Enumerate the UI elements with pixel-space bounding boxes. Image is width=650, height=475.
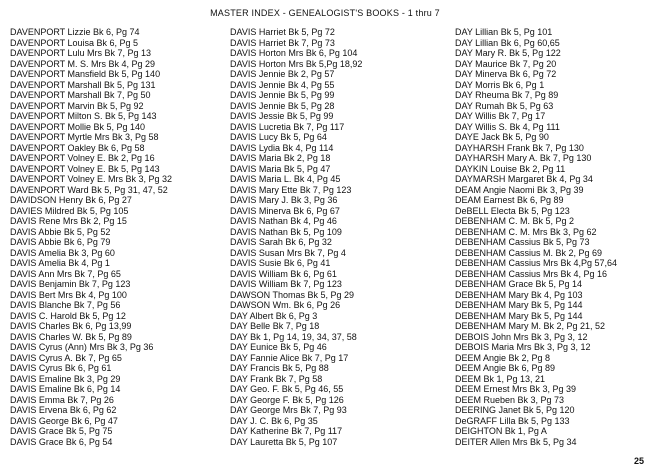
index-entry: DAVIS Ann Mrs Bk 7, Pg 65 — [10, 268, 121, 279]
index-entry: DAY George F. Bk 5, Pg 126 — [230, 394, 344, 405]
index-entry: DAY J. C. Bk 6, Pg 35 — [230, 415, 318, 426]
index-entry: DAVIS Maria L. Bk 4, Pg 45 — [230, 174, 341, 184]
index-entry: DEBENHAM Mary Bk 4, Pg 103 — [455, 289, 583, 300]
index-entry: DEBENHAM Grace Bk 5, Pg 14 — [455, 279, 583, 289]
index-entry: DEEM Bk 1, Pg 13, 21 — [455, 373, 546, 384]
index-entry: DAY Maurice Bk 7, Pg 20 — [455, 58, 557, 69]
index-entry: DAVENPORT Oakley Bk 6, Pg 58 — [10, 142, 145, 153]
index-entry: DAYHARSH Frank Bk 7, Pg 130 — [455, 142, 584, 153]
index-entry: DEBENHAM C. M. Mrs Bk 3, Pg 62 — [455, 226, 597, 237]
page-number: 25 — [633, 456, 644, 466]
index-entry: DEAM Earnest Bk 6, Pg 89 — [455, 195, 564, 205]
index-entry: DEEM Rueben Bk 3, Pg 73 — [455, 394, 565, 405]
index-entry: DAVIS Emaline Bk 6, Pg 14 — [10, 384, 121, 394]
index-entry: DAVIS Charles W. Bk 5, Pg 89 — [10, 331, 132, 342]
index-entry: DAY Fannie Alice Bk 7, Pg 17 — [230, 352, 349, 363]
index-entry: DAY Rumah Bk 5, Pg 63 — [455, 100, 554, 111]
index-entry: DAY Minerva Bk 6, Pg 72 — [455, 69, 557, 79]
index-entry: DAVIS Mary J. Bk 3, Pg 36 — [230, 195, 338, 205]
index-entry: DAVIS Susan Mrs Bk 7, Pg 4 — [230, 247, 346, 258]
index-entry: DAVENPORT Mollie Bk 5, Pg 140 — [10, 121, 146, 132]
index-entry: DEBENHAM Cassius Mrs Bk 4,Pg 57,64 — [455, 258, 618, 268]
index-entry: DAY Lillian Bk 5, Pg 101 — [455, 27, 553, 37]
index-entry: DAVIS Jessie Bk 5, Pg 99 — [230, 111, 334, 121]
index-entry: DAVIS Emma Bk 7, Pg 26 — [10, 394, 114, 405]
index-entry: DEERING Janet Bk 5, Pg 120 — [455, 405, 575, 415]
index-entry: DEBENHAM Cassius Bk 5, Pg 73 — [455, 237, 590, 247]
index-entry: DAVIS Bert Mrs Bk 4, Pg 100 — [10, 289, 127, 300]
index-entry: DEAM Angie Naomi Bk 3, Pg 39 — [455, 184, 584, 195]
index-entry: DeBELL Electa Bk 5, Pg 123 — [455, 205, 570, 216]
index-entry: DEBOIS John Mrs Bk 3, Pg 3, 12 — [455, 331, 588, 342]
index-entry: DAVIS William Bk 6, Pg 61 — [230, 268, 337, 279]
index-entry: DAVENPORT Volney E. Bk 5, Pg 143 — [10, 163, 160, 174]
index-entry: DEBENHAM Cassius M. Bk 2, Pg 69 — [455, 247, 603, 258]
index-entry: DAVIS Amelia Bk 4, Pg 1 — [10, 258, 110, 268]
index-entry: DAVIS C. Harold Bk 5, Pg 12 — [10, 310, 126, 321]
index-column-1 — [10, 27, 225, 447]
index-entry: DAVIS Cyrus (Ann) Mrs Bk 3, Pg 36 — [10, 342, 154, 352]
index-entry: DAVENPORT Marshall Bk 7, Pg 50 — [10, 90, 151, 100]
index-entry: DEBENHAM Mary M. Bk 2, Pg 21, 52 — [455, 321, 606, 331]
index-entry: DAVENPORT Myrtle Mrs Bk 3, Pg 58 — [10, 132, 159, 142]
index-entry: DeGRAFF Lilla Bk 5, Pg 133 — [455, 415, 570, 426]
index-entry: DAVENPORT Lulu Mrs Bk 7, Pg 13 — [10, 48, 152, 58]
index-entry: DAY Willis Bk 7, Pg 17 — [455, 111, 546, 121]
index-entry: DAY Frank Bk 7, Pg 58 — [230, 373, 323, 384]
index-entry: DAWSON Wm. Bk 6, Pg 26 — [230, 300, 341, 310]
index-entry: DAVIS Horton Mrs Bk 5,Pg 18,92 — [230, 58, 363, 69]
index-entry: DAY Lillian Bk 6, Pg 60,65 — [455, 37, 560, 48]
index-entry: DAYE Jack Bk 5, Pg 90 — [455, 132, 549, 142]
index-entry: DAYKIN Louise Bk 2, Pg 11 — [455, 163, 566, 174]
index-entry: DAY Mary R. Bk 5, Pg 122 — [455, 48, 561, 58]
index-column-2 — [230, 27, 450, 447]
index-entry: DEIGHTON Bk 1, Pg A — [455, 426, 547, 436]
index-entry: DAVENPORT Marvin Bk 5, Pg 92 — [10, 100, 144, 111]
index-entry: DAVENPORT Mansfield Bk 5, Pg 140 — [10, 69, 161, 79]
index-entry: DAVIS Rene Mrs Bk 2, Pg 15 — [10, 216, 127, 226]
index-entry: DAVIS George Bk 6, Pg 47 — [10, 415, 118, 426]
index-entry: DAVIS Amelia Bk 3, Pg 60 — [10, 247, 115, 258]
index-entry: DAVIS Mary Ette Bk 7, Pg 123 — [230, 184, 352, 195]
index-entry: DEBENHAM Mary Bk 5, Pg 144 — [455, 310, 583, 321]
index-entry: DAVIS Charles Bk 6, Pg 13,99 — [10, 321, 132, 331]
index-entry: DAVIS William Bk 7, Pg 123 — [230, 279, 342, 289]
index-entry: DAVIDSON Henry Bk 6, Pg 27 — [10, 195, 132, 205]
index-entry: DAY Belle Bk 7, Pg 18 — [230, 321, 320, 331]
index-entry: DAVENPORT M. S. Mrs Bk 4, Pg 29 — [10, 58, 156, 69]
index-entry: DAVIS Maria Bk 5, Pg 47 — [230, 163, 331, 174]
index-entry: DAVIS Harriet Bk 5, Pg 72 — [230, 27, 335, 37]
index-entry: DEBENHAM Mary Bk 5, Pg 144 — [455, 300, 583, 310]
index-entry: DAY Geo. F. Bk 5, Pg 46, 55 — [230, 384, 344, 394]
index-entry: DEBENHAM C. M. Bk 5, Pg 2 — [455, 216, 575, 226]
index-entry: DAVIS Abbie Bk 6, Pg 79 — [10, 237, 111, 247]
index-entry: DAVIS Cyrus A. Bk 7, Pg 65 — [10, 352, 122, 363]
index-entry: DAVIS Minerva Bk 6, Pg 67 — [230, 205, 340, 216]
index-entry: DAVENPORT Ward Bk 5, Pg 31, 47, 52 — [10, 184, 168, 195]
index-entry: DAVIS Grace Bk 6, Pg 54 — [10, 436, 113, 447]
index-entry: DEITER Allen Mrs Bk 5, Pg 34 — [455, 436, 577, 447]
index-entry: DAVIS Emaline Bk 3, Pg 29 — [10, 373, 121, 384]
index-entry: DAWSON Thomas Bk 5, Pg 29 — [230, 289, 355, 300]
index-entry: DAVIS Harriet Bk 7, Pg 73 — [230, 37, 335, 48]
index-entry: DAVIS Lydia Bk 4, Pg 114 — [230, 142, 334, 153]
index-entry: DAVIS Blanche Bk 7, Pg 56 — [10, 300, 121, 310]
index-entry: DAVIS Jennie Bk 5, Pg 99 — [230, 90, 335, 100]
index-entry: DAY Francis Bk 5, Pg 88 — [230, 363, 329, 373]
index-entry: DAVIS Lucy Bk 5, Pg 64 — [230, 132, 327, 142]
index-entry: DAY Rheuma Bk 7, Pg 89 — [455, 90, 559, 100]
index-entry: DAVIS Lucretia Bk 7, Pg 117 — [230, 121, 345, 132]
index-entry: DEBOIS Maria Mrs Bk 3, Pg 3, 12 — [455, 342, 591, 352]
index-column-3 — [455, 27, 647, 447]
index-entry: DAVIS Maria Bk 2, Pg 18 — [230, 153, 331, 163]
index-entry: DAVIS Abbie Bk 5, Pg 52 — [10, 226, 111, 237]
index-entry: DAY George Mrs Bk 7, Pg 93 — [230, 405, 347, 415]
index-entry: DAY Willis S. Bk 4, Pg 111 — [455, 121, 560, 132]
index-entry: DAVIS Jennie Bk 5, Pg 28 — [230, 100, 335, 111]
index-entry: DEBENHAM Cassius Mrs Bk 4, Pg 16 — [455, 268, 608, 279]
index-entry: DAYMARSH Margaret Bk 4, Pg 34 — [455, 174, 593, 184]
index-entry: DAY Albert Bk 6, Pg 3 — [230, 310, 318, 321]
index-entry: DAVIS Susie Bk 6, Pg 41 — [230, 258, 331, 268]
index-entry: DAVIS Sarah Bk 6, Pg 32 — [230, 237, 332, 247]
index-entry: DAVIS Jennie Bk 4, Pg 55 — [230, 79, 335, 90]
index-entry: DEEM Angie Bk 2, Pg 8 — [455, 352, 551, 363]
index-entry: DAVIES Mildred Bk 5, Pg 105 — [10, 205, 129, 216]
index-entry: DAVENPORT Volney E. Mrs Bk 3, Pg 32 — [10, 174, 173, 184]
index-entry: DAY Katherine Bk 7, Pg 117 — [230, 426, 343, 436]
index-entry: DAY Morris Bk 6, Pg 1 — [455, 79, 545, 90]
index-entry: DAVENPORT Marshall Bk 5, Pg 131 — [10, 79, 156, 90]
index-entry: DAYHARSH Mary A. Bk 7, Pg 130 — [455, 153, 592, 163]
page-header: MASTER INDEX - GENEALOGIST'S BOOKS - 1 thru 7 — [210, 8, 440, 18]
index-entry: DAVIS Grace Bk 5, Pg 75 — [10, 426, 113, 436]
index-entry: DAVIS Nathan Bk 4, Pg 46 — [230, 216, 337, 226]
index-entry: DAVENPORT Lizzie Bk 6, Pg 74 — [10, 27, 140, 37]
index-entry: DAVENPORT Volney E. Bk 2, Pg 16 — [10, 153, 155, 163]
index-entry: DAVENPORT Milton S. Bk 5, Pg 143 — [10, 111, 157, 121]
index-entry: DEEM Angie Bk 6, Pg 89 — [455, 363, 556, 373]
index-entry: DAVIS Jennie Bk 2, Pg 57 — [230, 69, 335, 79]
index-entry: DAVIS Benjamin Bk 7, Pg 123 — [10, 279, 131, 289]
index-entry: DAVIS Ervena Bk 6, Pg 62 — [10, 405, 117, 415]
index-entry: DAY Eunice Bk 5, Pg 46 — [230, 342, 327, 352]
index-entry: DEEM Ernest Mrs Bk 3, Pg 39 — [455, 384, 577, 394]
index-entry: DAVIS Horton Mrs Bk 6, Pg 104 — [230, 48, 358, 58]
index-entry: DAVENPORT Louisa Bk 6, Pg 5 — [10, 37, 139, 48]
index-entry: DAVIS Nathan Bk 5, Pg 109 — [230, 226, 342, 237]
index-entry: DAVIS Cyrus Bk 6, Pg 61 — [10, 363, 112, 373]
index-entry: DAY Lauretta Bk 5, Pg 107 — [230, 436, 338, 447]
index-entry: DAY Bk 1, Pg 14, 19, 34, 37, 58 — [230, 331, 357, 342]
